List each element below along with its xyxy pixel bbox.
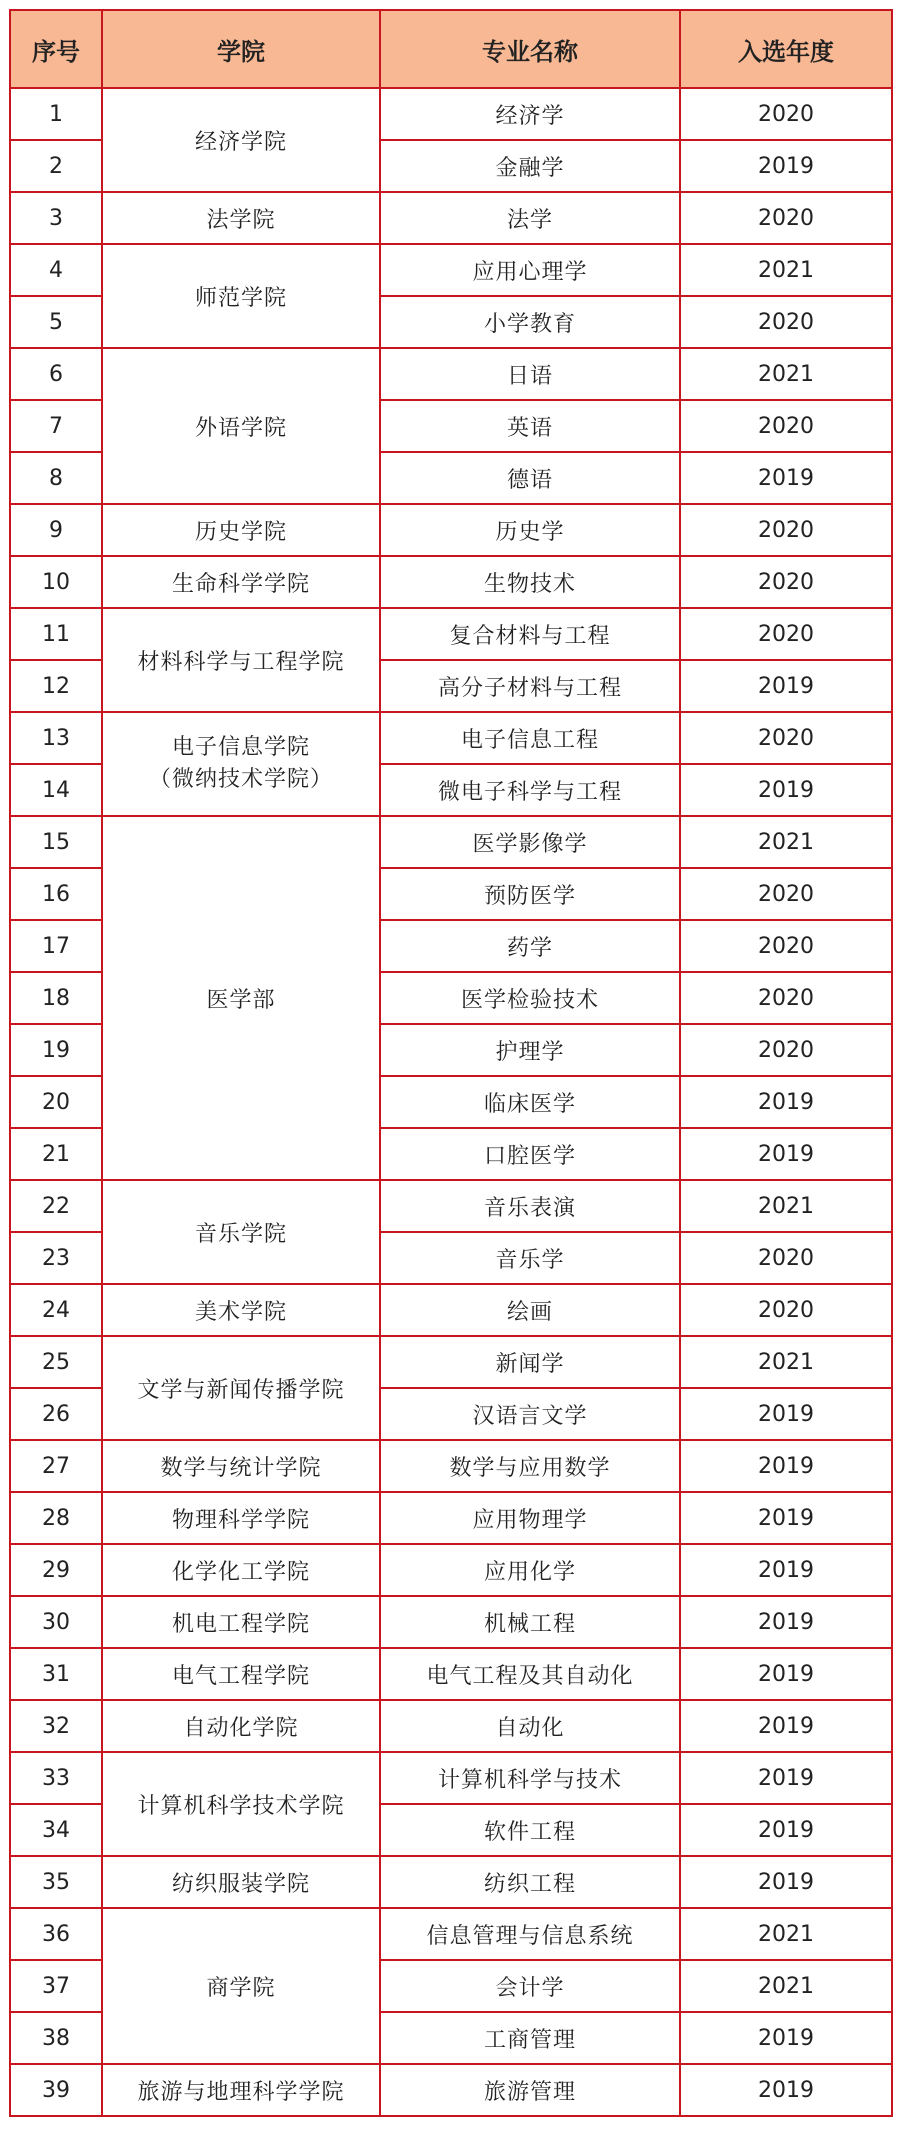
cell-year: 2019 <box>680 1856 892 1908</box>
cell-year: 2019 <box>680 660 892 712</box>
cell-no: 14 <box>10 764 102 816</box>
cell-college: 旅游与地理科学学院 <box>102 2064 380 2116</box>
table-row <box>10 1596 892 1648</box>
table-row <box>10 816 892 868</box>
cell-major: 数学与应用数学 <box>380 1440 680 1492</box>
cell-no: 1 <box>10 88 102 140</box>
cell-year: 2021 <box>680 816 892 868</box>
cell-year: 2020 <box>680 1284 892 1336</box>
cell-college: 物理科学学院 <box>102 1492 380 1544</box>
cell-college: 自动化学院 <box>102 1700 380 1752</box>
cell-college: 材料科学与工程学院 <box>102 608 380 712</box>
cell-no: 38 <box>10 2012 102 2064</box>
cell-no: 34 <box>10 1804 102 1856</box>
cell-year: 2019 <box>680 1648 892 1700</box>
cell-major: 新闻学 <box>380 1336 680 1388</box>
cell-college: 音乐学院 <box>102 1180 380 1284</box>
cell-major: 高分子材料与工程 <box>380 660 680 712</box>
college-alt-name: （微纳技术学院） <box>148 767 333 792</box>
cell-year: 2019 <box>680 764 892 816</box>
cell-no: 31 <box>10 1648 102 1700</box>
cell-major: 德语 <box>380 452 680 504</box>
cell-major: 纺织工程 <box>380 1856 680 1908</box>
table-row <box>10 192 892 244</box>
cell-no: 10 <box>10 556 102 608</box>
cell-no: 20 <box>10 1076 102 1128</box>
cell-year: 2019 <box>680 1804 892 1856</box>
cell-no: 26 <box>10 1388 102 1440</box>
cell-year: 2020 <box>680 504 892 556</box>
cell-major: 临床医学 <box>380 1076 680 1128</box>
cell-major: 英语 <box>380 400 680 452</box>
cell-major: 法学 <box>380 192 680 244</box>
cell-no: 4 <box>10 244 102 296</box>
table-row <box>10 88 892 140</box>
cell-year: 2019 <box>680 1700 892 1752</box>
cell-college: 历史学院 <box>102 504 380 556</box>
header-major: 专业名称 <box>380 10 680 88</box>
cell-no: 16 <box>10 868 102 920</box>
cell-year: 2020 <box>680 556 892 608</box>
cell-college: 师范学院 <box>102 244 380 348</box>
college-name: 电子信息学院 <box>171 735 310 760</box>
cell-no: 8 <box>10 452 102 504</box>
cell-major: 汉语言文学 <box>380 1388 680 1440</box>
table-row <box>10 1284 892 1336</box>
cell-no: 29 <box>10 1544 102 1596</box>
cell-college: 美术学院 <box>102 1284 380 1336</box>
cell-no: 3 <box>10 192 102 244</box>
cell-major: 应用物理学 <box>380 1492 680 1544</box>
header-year: 入选年度 <box>680 10 892 88</box>
cell-college: 数学与统计学院 <box>102 1440 380 1492</box>
cell-year: 2019 <box>680 1492 892 1544</box>
cell-year: 2020 <box>680 88 892 140</box>
cell-no: 25 <box>10 1336 102 1388</box>
cell-year: 2020 <box>680 1024 892 1076</box>
cell-major: 生物技术 <box>380 556 680 608</box>
cell-no: 6 <box>10 348 102 400</box>
cell-no: 32 <box>10 1700 102 1752</box>
cell-major: 护理学 <box>380 1024 680 1076</box>
cell-year: 2020 <box>680 1232 892 1284</box>
cell-college: 法学院 <box>102 192 380 244</box>
table-row <box>10 348 892 400</box>
cell-year: 2019 <box>680 2064 892 2116</box>
header-row <box>10 10 892 88</box>
cell-no: 21 <box>10 1128 102 1180</box>
cell-major: 口腔医学 <box>380 1128 680 1180</box>
cell-major: 绘画 <box>380 1284 680 1336</box>
cell-year: 2021 <box>680 1960 892 2012</box>
cell-no: 27 <box>10 1440 102 1492</box>
table-row <box>10 1752 892 1804</box>
cell-college: 纺织服装学院 <box>102 1856 380 1908</box>
cell-no: 12 <box>10 660 102 712</box>
cell-major: 会计学 <box>380 1960 680 2012</box>
cell-no: 18 <box>10 972 102 1024</box>
cell-year: 2020 <box>680 868 892 920</box>
cell-no: 2 <box>10 140 102 192</box>
cell-year: 2021 <box>680 348 892 400</box>
cell-year: 2019 <box>680 1076 892 1128</box>
cell-major: 医学影像学 <box>380 816 680 868</box>
cell-year: 2020 <box>680 972 892 1024</box>
cell-college: 机电工程学院 <box>102 1596 380 1648</box>
cell-year: 2020 <box>680 920 892 972</box>
majors-table-container <box>9 9 891 2117</box>
cell-major: 软件工程 <box>380 1804 680 1856</box>
cell-college: 电气工程学院 <box>102 1648 380 1700</box>
cell-major: 预防医学 <box>380 868 680 920</box>
cell-year: 2021 <box>680 1908 892 1960</box>
table-row <box>10 1336 892 1388</box>
cell-no: 17 <box>10 920 102 972</box>
table-row <box>10 504 892 556</box>
cell-year: 2019 <box>680 1752 892 1804</box>
cell-year: 2019 <box>680 140 892 192</box>
cell-college: 文学与新闻传播学院 <box>102 1336 380 1440</box>
cell-no: 11 <box>10 608 102 660</box>
table-row <box>10 1908 892 1960</box>
cell-major: 药学 <box>380 920 680 972</box>
table-row <box>10 1648 892 1700</box>
table-row <box>10 608 892 660</box>
cell-year: 2021 <box>680 1180 892 1232</box>
table-row <box>10 1180 892 1232</box>
cell-major: 旅游管理 <box>380 2064 680 2116</box>
cell-major: 日语 <box>380 348 680 400</box>
table-row <box>10 712 892 764</box>
table-row <box>10 1856 892 1908</box>
cell-major: 经济学 <box>380 88 680 140</box>
cell-year: 2020 <box>680 192 892 244</box>
cell-college <box>102 712 380 816</box>
cell-year: 2020 <box>680 712 892 764</box>
cell-major: 微电子科学与工程 <box>380 764 680 816</box>
table-row <box>10 244 892 296</box>
cell-major: 音乐学 <box>380 1232 680 1284</box>
cell-no: 7 <box>10 400 102 452</box>
cell-year: 2019 <box>680 1388 892 1440</box>
cell-no: 33 <box>10 1752 102 1804</box>
table-row <box>10 1700 892 1752</box>
table-header <box>10 10 892 88</box>
cell-major: 计算机科学与技术 <box>380 1752 680 1804</box>
cell-no: 22 <box>10 1180 102 1232</box>
cell-no: 39 <box>10 2064 102 2116</box>
cell-year: 2021 <box>680 1336 892 1388</box>
cell-major: 自动化 <box>380 1700 680 1752</box>
cell-no: 35 <box>10 1856 102 1908</box>
cell-no: 13 <box>10 712 102 764</box>
cell-no: 23 <box>10 1232 102 1284</box>
majors-table <box>9 9 893 2117</box>
cell-college: 医学部 <box>102 816 380 1180</box>
cell-college: 外语学院 <box>102 348 380 504</box>
table-row <box>10 1492 892 1544</box>
cell-year: 2019 <box>680 1128 892 1180</box>
cell-no: 15 <box>10 816 102 868</box>
cell-major: 工商管理 <box>380 2012 680 2064</box>
cell-year: 2019 <box>680 452 892 504</box>
cell-major: 电子信息工程 <box>380 712 680 764</box>
cell-year: 2019 <box>680 1596 892 1648</box>
cell-major: 医学检验技术 <box>380 972 680 1024</box>
cell-year: 2019 <box>680 2012 892 2064</box>
table-row <box>10 556 892 608</box>
cell-no: 5 <box>10 296 102 348</box>
cell-major: 金融学 <box>380 140 680 192</box>
cell-major: 应用化学 <box>380 1544 680 1596</box>
cell-major: 复合材料与工程 <box>380 608 680 660</box>
cell-major: 历史学 <box>380 504 680 556</box>
cell-no: 24 <box>10 1284 102 1336</box>
cell-no: 37 <box>10 1960 102 2012</box>
cell-college: 计算机科学技术学院 <box>102 1752 380 1856</box>
cell-major: 应用心理学 <box>380 244 680 296</box>
cell-major: 音乐表演 <box>380 1180 680 1232</box>
cell-no: 9 <box>10 504 102 556</box>
cell-year: 2020 <box>680 608 892 660</box>
cell-college: 生命科学学院 <box>102 556 380 608</box>
cell-major: 机械工程 <box>380 1596 680 1648</box>
header-college: 学院 <box>102 10 380 88</box>
cell-college: 商学院 <box>102 1908 380 2064</box>
cell-year: 2021 <box>680 244 892 296</box>
cell-year: 2019 <box>680 1544 892 1596</box>
table-row <box>10 2064 892 2116</box>
cell-no: 36 <box>10 1908 102 1960</box>
table-row <box>10 1440 892 1492</box>
cell-college: 化学化工学院 <box>102 1544 380 1596</box>
cell-major: 信息管理与信息系统 <box>380 1908 680 1960</box>
cell-major: 电气工程及其自动化 <box>380 1648 680 1700</box>
table-row <box>10 1544 892 1596</box>
header-no: 序号 <box>10 10 102 88</box>
cell-no: 30 <box>10 1596 102 1648</box>
cell-college: 经济学院 <box>102 88 380 192</box>
table-body <box>10 88 892 2116</box>
cell-no: 19 <box>10 1024 102 1076</box>
cell-major: 小学教育 <box>380 296 680 348</box>
cell-no: 28 <box>10 1492 102 1544</box>
cell-year: 2019 <box>680 1440 892 1492</box>
cell-year: 2020 <box>680 400 892 452</box>
cell-year: 2020 <box>680 296 892 348</box>
